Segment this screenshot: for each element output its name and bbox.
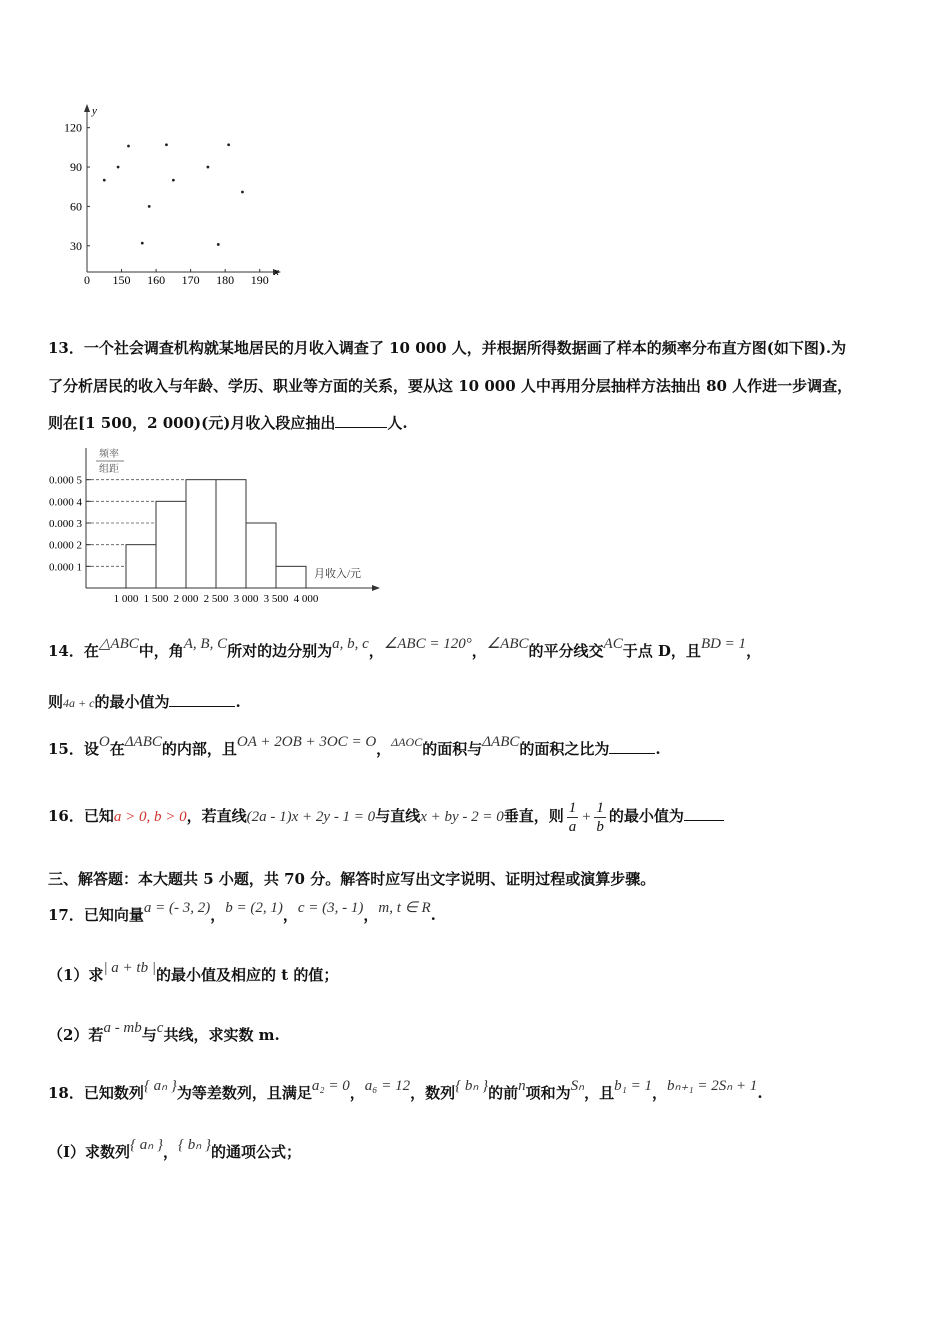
hist-y-tick-label: 0.000 4 bbox=[49, 496, 82, 509]
q18-seq-a: { aₙ } bbox=[143, 1078, 177, 1094]
q14-number: 14．在 bbox=[48, 642, 99, 660]
scatter-x-tick-label: 190 bbox=[250, 273, 269, 287]
histogram bbox=[46, 444, 386, 608]
q16-number: 16．已知 bbox=[48, 807, 114, 825]
q16-line bbox=[48, 794, 902, 839]
scatter-point bbox=[217, 243, 220, 246]
hist-x-tick-label: 4 000 bbox=[293, 593, 319, 605]
hist-x-tick-label: 1 000 bbox=[113, 593, 139, 605]
q14-segment-bd: BD = 1 bbox=[700, 636, 747, 652]
q17-part-2-mid: 与 bbox=[141, 1026, 157, 1044]
q15-triangle: ΔABC bbox=[124, 734, 162, 750]
q18-part-1-label: （Ⅰ）求数列 bbox=[48, 1143, 131, 1161]
hist-x-label: 月收入/元 bbox=[314, 568, 362, 580]
q18-comma-2: ， bbox=[651, 1084, 667, 1102]
scatter-x-tick-label: 170 bbox=[181, 273, 200, 287]
hist-bar bbox=[156, 501, 186, 588]
scatter-point bbox=[148, 205, 151, 208]
q17-part-2-label: （2）若 bbox=[48, 1026, 104, 1044]
hist-x-arrow bbox=[372, 585, 380, 591]
q15-answer-blank[interactable] bbox=[609, 739, 655, 754]
q16-condition: a > 0, b > 0 bbox=[113, 809, 187, 825]
q18-text-3: 的前 bbox=[488, 1084, 519, 1102]
q15-triangle-abc: ΔABC bbox=[482, 734, 520, 750]
hist-bar bbox=[126, 545, 156, 588]
q15-text-3: 的面积与 bbox=[422, 740, 483, 758]
q14-text-2: 所对的边分别为 bbox=[227, 642, 333, 660]
scatter-point bbox=[103, 179, 106, 182]
scatter-point bbox=[241, 191, 244, 194]
q17-part-2-expr: a - mb bbox=[103, 1020, 142, 1036]
q14-line-1 bbox=[48, 636, 902, 661]
q16-text-4: 的最小值为 bbox=[608, 807, 684, 825]
q16-fraction-2-denominator: b bbox=[596, 818, 604, 835]
scatter-y-tick-label: 60 bbox=[70, 199, 82, 214]
q15-number: 15．设 bbox=[48, 740, 99, 758]
scatter-y-arrow bbox=[84, 104, 90, 112]
q15-triangle-aoc: ΔAOC bbox=[391, 735, 423, 749]
hist-x-tick-label: 1 500 bbox=[143, 593, 169, 605]
q14-sides: a, b, c bbox=[332, 636, 369, 652]
hist-x-tick-label: 2 000 bbox=[173, 593, 199, 605]
q13-line-3-end: 人. bbox=[387, 414, 408, 432]
q17-params: m, t ∈ R bbox=[378, 900, 431, 916]
q14-line-2 bbox=[48, 691, 902, 712]
q18-seq-b: { bₙ } bbox=[455, 1078, 489, 1094]
q18-sn: Sₙ bbox=[570, 1078, 585, 1094]
q14-text-3: 的平分线交 bbox=[528, 642, 604, 660]
q18-a2: a₂ = 0 bbox=[311, 1078, 350, 1094]
q16-text-1: ，若直线 bbox=[186, 807, 247, 825]
section-3-heading: 三、解答题：本大题共 5 小题，共 70 分。解答时应写出文字说明、证明过程或演算步骤。 bbox=[48, 870, 656, 888]
q15-point-o: O bbox=[98, 734, 110, 750]
q14-triangle: △ABC bbox=[98, 636, 139, 652]
hist-y-tick-label: 0.000 3 bbox=[49, 518, 82, 530]
q14-line-2-text: 的最小值为 bbox=[94, 693, 170, 711]
q18-b1: b₁ = 1 bbox=[614, 1078, 652, 1094]
q17-part-2 bbox=[48, 1020, 902, 1045]
q18-part-1-comma: ， bbox=[163, 1143, 179, 1161]
q18-text-1: 为等差数列，且满足 bbox=[176, 1084, 312, 1102]
q18-end: . bbox=[757, 1084, 763, 1102]
q16-fraction-2 bbox=[594, 799, 606, 836]
hist-y-tick-label: 0.000 5 bbox=[49, 474, 82, 487]
q15-text-2: 的内部，且 bbox=[161, 740, 237, 758]
scatter-x-tick-label: 180 bbox=[216, 273, 235, 287]
hist-bar bbox=[276, 566, 306, 588]
scatter-point bbox=[117, 166, 120, 169]
q17-comma-3: ， bbox=[363, 906, 379, 924]
q13-line-2: 了分析居民的收入与年龄、学历、职业等方面的关系，要从这 10 000 人中再用分层抽样方法抽出 80 人作进一步调查， bbox=[48, 377, 853, 395]
q17-part-2-text: 共线，求实数 m. bbox=[163, 1026, 280, 1044]
q13-line-1: 13．一个社会调查机构就某地居民的月收入调查了 10 000 人，并根据所得数据画了样本的频率分布直方图(如下图).为 bbox=[48, 339, 847, 357]
q16-answer-blank[interactable] bbox=[684, 806, 724, 821]
q18-recurrence: bₙ₊₁ = 2Sₙ + 1 bbox=[666, 1078, 758, 1094]
q14-text-1: 中，角 bbox=[138, 642, 184, 660]
scatter-y-tick-label: 90 bbox=[70, 160, 82, 175]
q17-end: . bbox=[430, 906, 436, 924]
q16-fraction-1-numerator: 1 bbox=[568, 799, 577, 816]
scatter-y-label: y bbox=[92, 105, 97, 117]
q16-fraction-1 bbox=[567, 799, 579, 836]
q16-line-1-eq: (2a - 1)x + 2y - 1 = 0 bbox=[246, 809, 376, 825]
q15-text-4: 的面积之比为 bbox=[519, 740, 610, 758]
q18-n: n bbox=[518, 1078, 526, 1094]
hist-y-tick-label: 0.000 1 bbox=[49, 561, 82, 574]
q18-a6: a₆ = 12 bbox=[364, 1078, 411, 1094]
q16-fraction-2-numerator: 1 bbox=[596, 799, 604, 816]
q14-line-2-end: . bbox=[235, 693, 241, 711]
q18-comma-1: ， bbox=[349, 1084, 365, 1102]
q14-comma-3: ， bbox=[746, 642, 762, 660]
q15-vector-eq: OA + 2OB + 3OC = O bbox=[236, 734, 377, 750]
scatter-point bbox=[227, 143, 230, 146]
q17-part-1-label: （1）求 bbox=[48, 966, 104, 984]
q17-part-1-expr: | a + tb | bbox=[103, 960, 156, 976]
scatter-y-tick-label: 30 bbox=[70, 238, 82, 253]
q17-comma-2: ， bbox=[282, 906, 298, 924]
q18-line bbox=[48, 1078, 902, 1103]
scatter-point bbox=[172, 179, 175, 182]
q16-text-3: 垂直，则 bbox=[503, 807, 564, 825]
q18-part-1-seq-b: { bₙ } bbox=[178, 1137, 212, 1153]
q14-angle-value: ∠ABC = 120° bbox=[383, 636, 472, 652]
q17-part-1-text: 的最小值及相应的 t 的值； bbox=[155, 966, 339, 984]
q14-expression: 4a + c bbox=[63, 696, 95, 710]
q18-text-2: ，数列 bbox=[410, 1084, 456, 1102]
hist-x-tick-label: 3 000 bbox=[233, 593, 259, 605]
hist-x-tick-label: 2 500 bbox=[203, 593, 229, 605]
q14-answer-blank[interactable] bbox=[169, 692, 235, 707]
q16-line-2-eq: x + by - 2 = 0 bbox=[420, 809, 504, 825]
q14-comma-1: ， bbox=[368, 642, 384, 660]
hist-x-tick-label: 3 500 bbox=[263, 593, 289, 605]
q17-number: 17．已知向量 bbox=[48, 906, 144, 924]
scatter-x-tick-label: 150 bbox=[112, 273, 131, 287]
q18-text-5: ，且 bbox=[584, 1084, 615, 1102]
hist-bar bbox=[186, 480, 216, 588]
scatter-x-label: x bbox=[274, 266, 279, 278]
scatter-point bbox=[165, 143, 168, 146]
q15-end: . bbox=[655, 740, 661, 758]
hist-bar bbox=[216, 480, 246, 588]
hist-bar bbox=[246, 523, 276, 588]
scatter-plot bbox=[55, 100, 295, 290]
hist-y-label-top: 频率 bbox=[99, 449, 119, 460]
q14-angles: A, B, C bbox=[183, 636, 228, 652]
q16-plus: + bbox=[581, 809, 592, 825]
q18-part-1 bbox=[48, 1137, 902, 1162]
q14-angle-bisected: ∠ABC bbox=[486, 636, 529, 652]
q14-comma-2: ， bbox=[471, 642, 487, 660]
hist-y-label-bottom: 组距 bbox=[99, 464, 119, 475]
scatter-x-tick-label: 160 bbox=[147, 273, 166, 287]
q15-comma: ， bbox=[376, 740, 392, 758]
q15-line bbox=[48, 734, 902, 759]
q17-comma-1: ， bbox=[210, 906, 226, 924]
q13-line-3-text: 则在[1 500，2 000)(元)月收入段应抽出 bbox=[48, 414, 336, 432]
q17-vector-a: a = (- 3, 2) bbox=[143, 900, 211, 916]
scatter-point bbox=[141, 242, 144, 245]
q15-text-1: 在 bbox=[109, 740, 125, 758]
q17-part-2-c: c bbox=[156, 1020, 164, 1036]
q18-number: 18．已知数列 bbox=[48, 1084, 144, 1102]
q18-part-1-text: 的通项公式； bbox=[211, 1143, 302, 1161]
q18-part-1-seq-a: { aₙ } bbox=[130, 1137, 164, 1153]
q17-part-1 bbox=[48, 960, 902, 985]
q16-fraction-1-denominator: a bbox=[568, 818, 577, 835]
hist-y-tick-label: 0.000 2 bbox=[49, 539, 82, 552]
q13-answer-blank[interactable] bbox=[335, 413, 387, 428]
scatter-point bbox=[207, 166, 210, 169]
q14-line-2-pre: 则 bbox=[48, 693, 64, 711]
q14-text-4: 于点 D，且 bbox=[622, 642, 701, 660]
scatter-x-origin: 0 bbox=[84, 273, 90, 287]
q18-text-4: 项和为 bbox=[525, 1084, 571, 1102]
scatter-point bbox=[127, 145, 130, 148]
q17-vector-b: b = (2, 1) bbox=[225, 900, 283, 916]
q13-line-3 bbox=[48, 412, 902, 433]
q16-text-2: 与直线 bbox=[375, 807, 421, 825]
q17-line bbox=[48, 900, 902, 925]
scatter-y-tick-label: 120 bbox=[64, 120, 82, 135]
q14-segment-ac: AC bbox=[603, 636, 623, 652]
q17-vector-c: c = (3, - 1) bbox=[297, 900, 364, 916]
